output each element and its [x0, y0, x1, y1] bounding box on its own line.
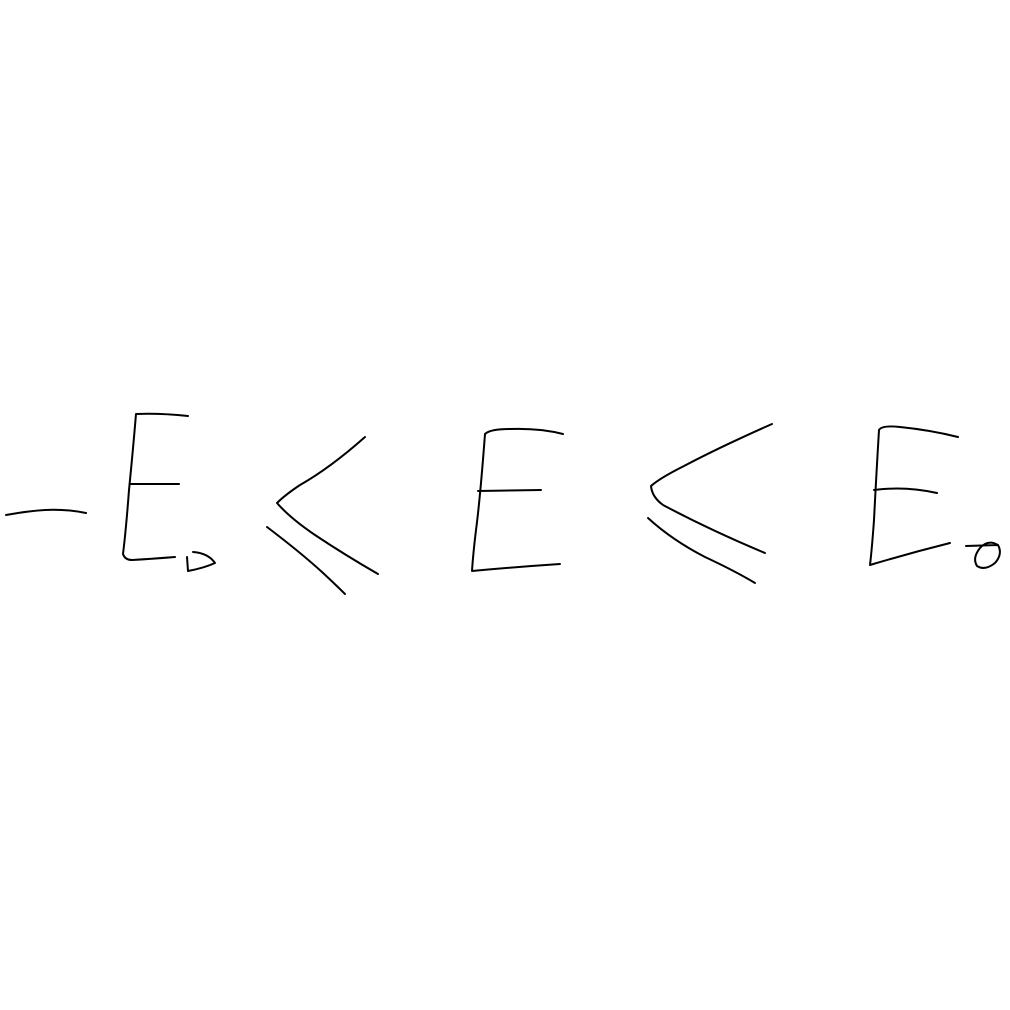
letter-e-2-middle-bar — [478, 490, 541, 491]
